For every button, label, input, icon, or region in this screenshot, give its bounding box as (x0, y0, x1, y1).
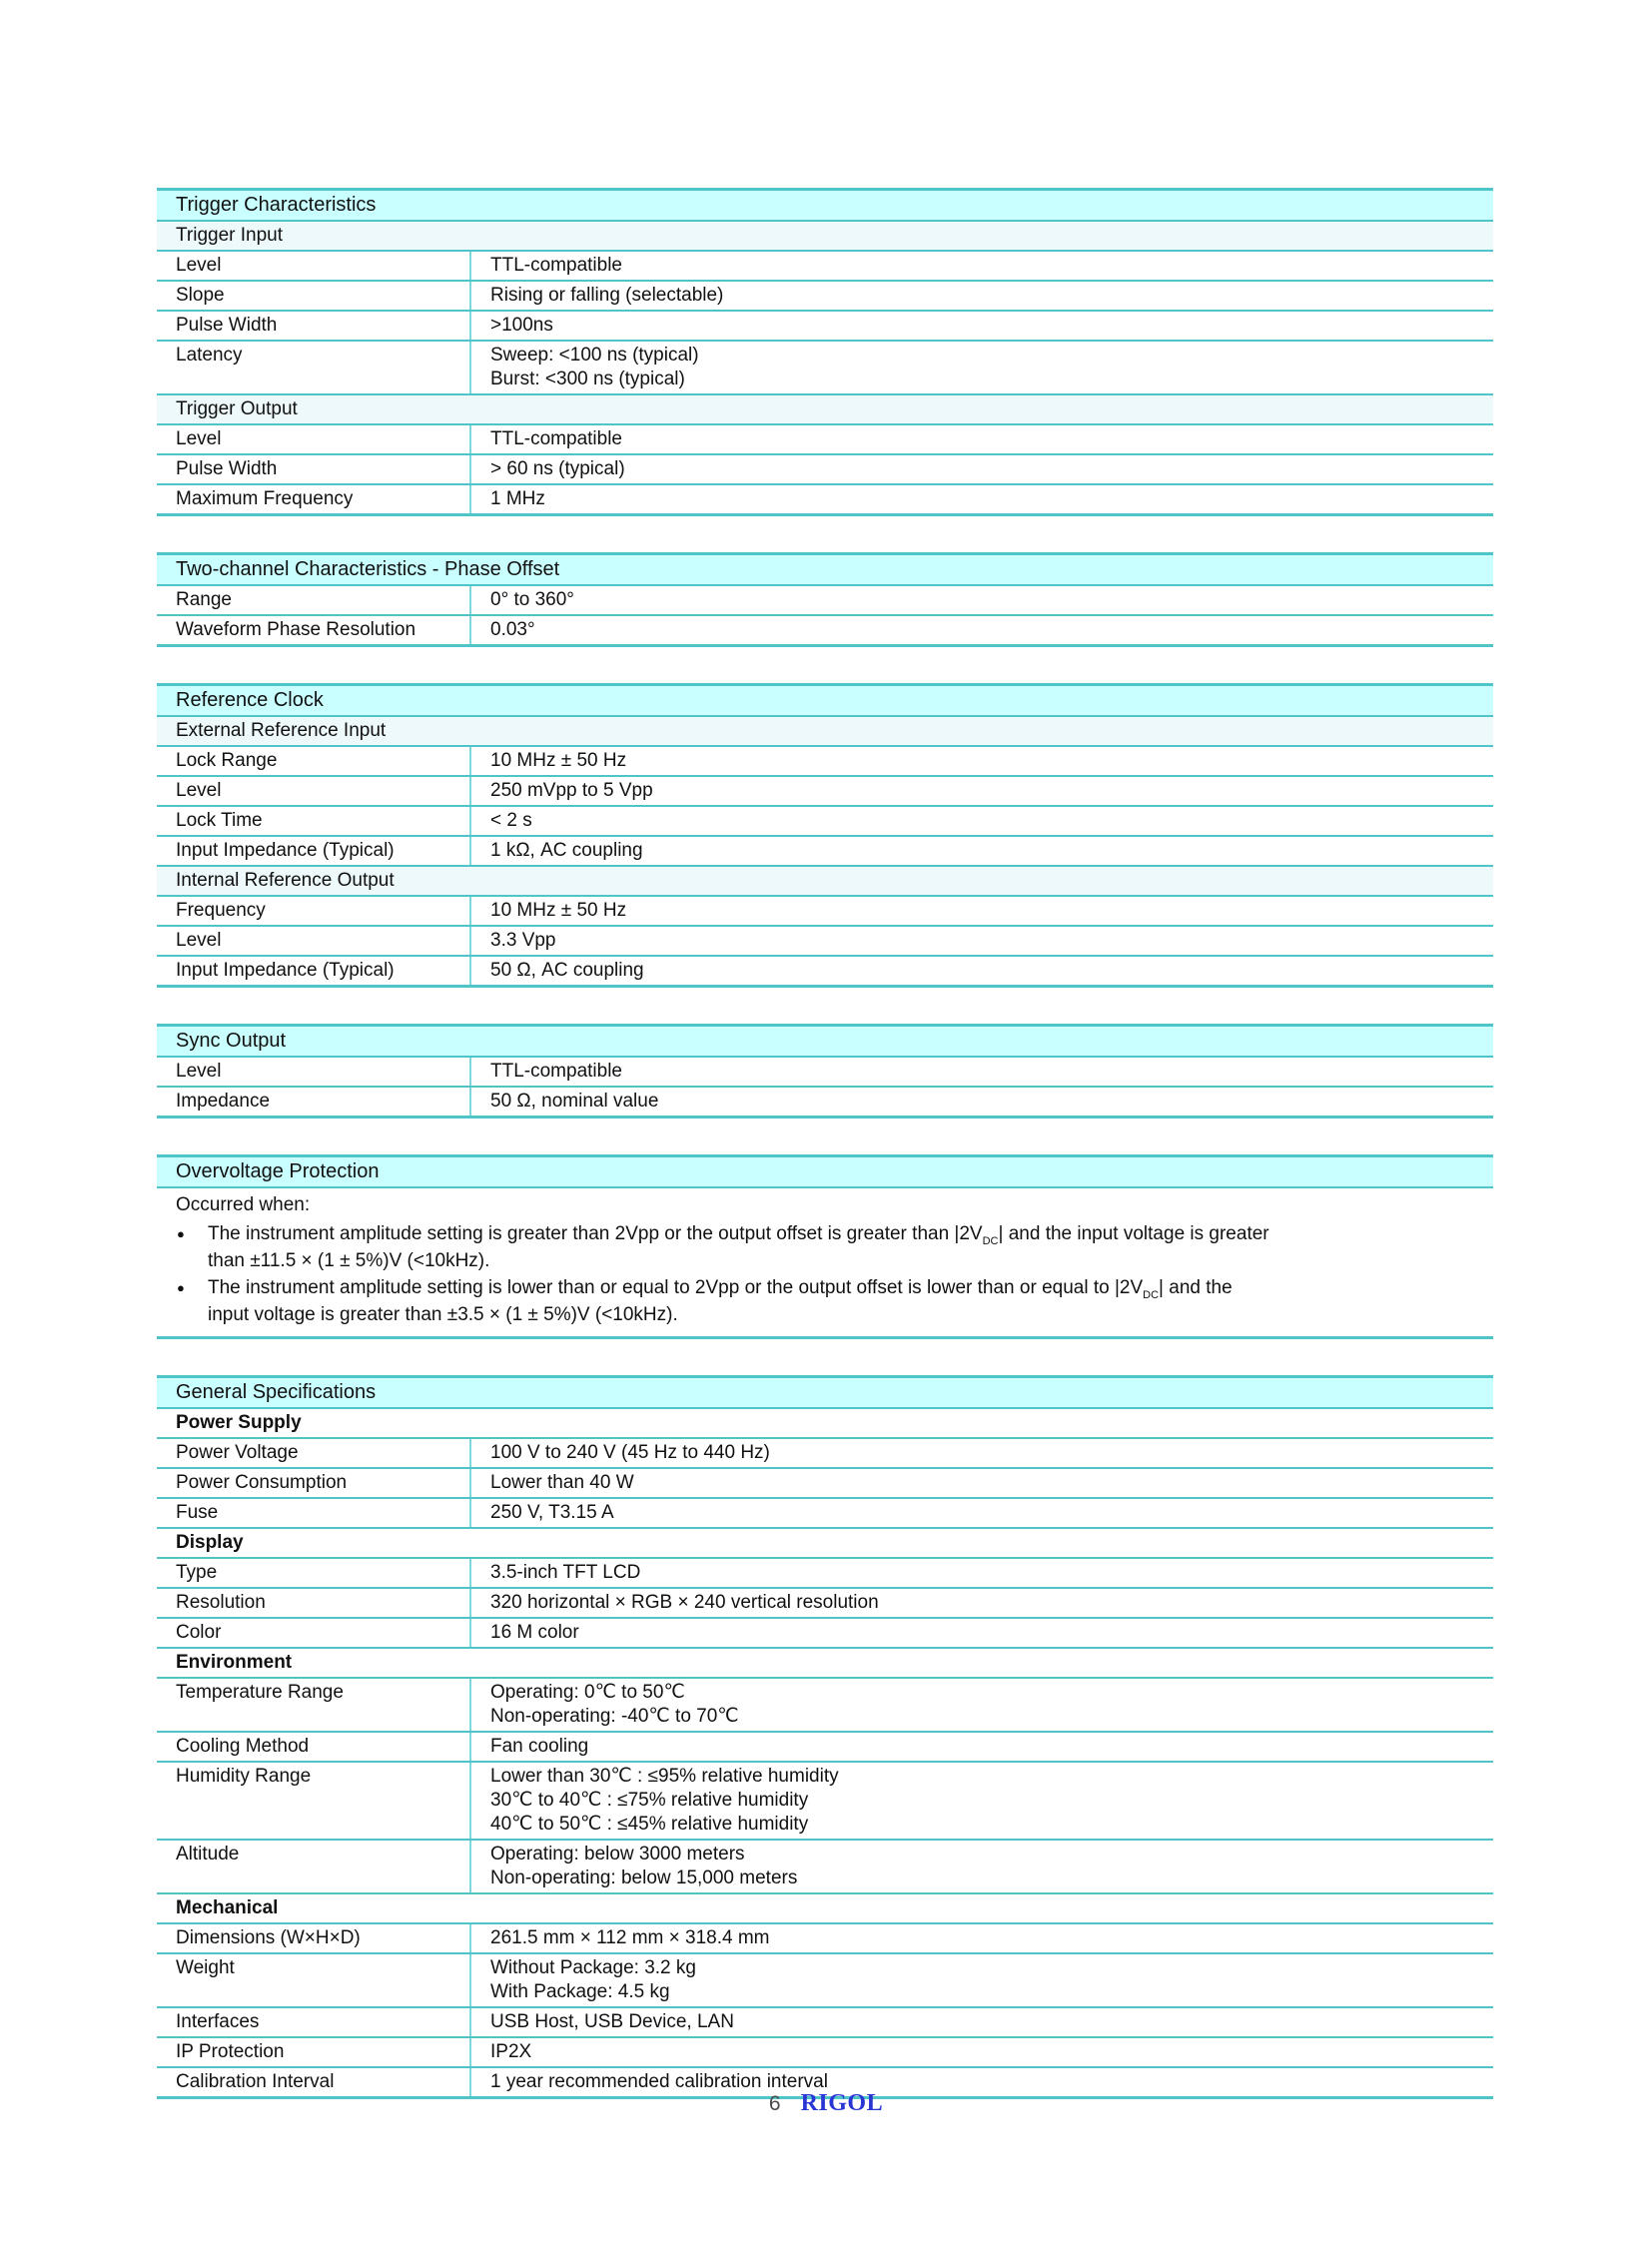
spec-value (469, 312, 1493, 340)
spec-label: Lock Range (176, 750, 278, 771)
spec-value-line: Non-operating: -40℃ to 70℃ (490, 1706, 739, 1727)
spec-label: Color (176, 1622, 222, 1643)
spec-value (469, 616, 1493, 644)
spec-value (469, 927, 1493, 955)
spec-label: Level (176, 930, 222, 951)
section-title: Two-channel Characteristics - Phase Offset (157, 555, 1493, 586)
spec-value (469, 2008, 1493, 2036)
spec-value (469, 807, 1493, 835)
subscript-dc: DC (982, 1234, 999, 1247)
table-row (157, 586, 1493, 616)
spec-value-line: 320 horizontal × RGB × 240 vertical resolution (490, 1592, 879, 1613)
table-row (157, 342, 1493, 395)
spec-value-line: 10 MHz ± 50 Hz (490, 750, 627, 771)
table-row (157, 807, 1493, 837)
table-row (157, 897, 1493, 927)
bullet-text (208, 1274, 1493, 1328)
spec-value-line: 3.3 Vpp (490, 930, 556, 951)
spec-value (469, 455, 1493, 483)
table-row (157, 312, 1493, 342)
section-title: Trigger Characteristics (157, 191, 1493, 222)
spec-value-line: 250 V, T3.15 A (490, 1502, 614, 1523)
spec-value-line: 50 Ω, AC coupling (490, 960, 644, 981)
bullet-icon: ● (177, 1226, 185, 1241)
spec-value (469, 2038, 1493, 2066)
spec-label: Pulse Width (176, 458, 278, 479)
spec-label: Temperature Range (176, 1682, 344, 1703)
bullet-line-post: | and the (1159, 1277, 1233, 1298)
table-row (157, 777, 1493, 807)
table-subsection-row: Mechanical (157, 1894, 1493, 1924)
spec-value (469, 1499, 1493, 1527)
table-row (157, 1763, 1493, 1841)
table-row (157, 1619, 1493, 1649)
table-row (157, 2008, 1493, 2038)
spec-value-line: 0.03° (490, 619, 535, 640)
table-row (157, 425, 1493, 455)
spec-value-line: TTL-compatible (490, 1061, 622, 1082)
table-row (157, 2038, 1493, 2068)
spec-label: Calibration Interval (176, 2071, 335, 2092)
bullet-item (157, 1220, 1493, 1274)
spec-value-line: With Package: 4.5 kg (490, 1981, 670, 2002)
spec-value-line: 1 MHz (490, 488, 545, 509)
spec-value-line: Operating: below 3000 meters (490, 1844, 745, 1865)
spec-value (469, 747, 1493, 775)
spec-value (469, 1088, 1493, 1116)
table-row (157, 1589, 1493, 1619)
table-row (157, 957, 1493, 987)
spec-value (469, 1841, 1493, 1892)
table-row (157, 252, 1493, 282)
spec-label: Level (176, 1061, 222, 1082)
table-row (157, 747, 1493, 777)
table-row (157, 1841, 1493, 1894)
spec-value-line: 250 mVpp to 5 Vpp (490, 780, 653, 801)
spec-value-line: Lower than 30℃ : ≤95% relative humidity (490, 1766, 839, 1787)
spec-value-line: 100 V to 240 V (45 Hz to 440 Hz) (490, 1442, 770, 1463)
spec-value-line: Sweep: <100 ns (typical) (490, 345, 699, 366)
spec-label: Latency (176, 345, 243, 366)
table-subsection-row: Internal Reference Output (157, 867, 1493, 897)
spec-value-line: 30℃ to 40℃ : ≤75% relative humidity (490, 1790, 809, 1811)
spec-section (157, 683, 1493, 988)
bullet-line-1 (208, 1220, 1493, 1247)
spec-value-line: USB Host, USB Device, LAN (490, 2011, 734, 2032)
table-subsection-row: Trigger Input (157, 222, 1493, 252)
spec-section (157, 1154, 1493, 1339)
bullet-item (157, 1274, 1493, 1328)
table-row (157, 1733, 1493, 1763)
table-row (157, 616, 1493, 646)
spec-value (469, 252, 1493, 280)
subscript-dc: DC (1143, 1288, 1160, 1301)
spec-value-line: TTL-compatible (490, 255, 622, 276)
section-title: Overvoltage Protection (157, 1157, 1493, 1188)
spec-label: Fuse (176, 1502, 219, 1523)
spec-value (469, 777, 1493, 805)
table-row (157, 1088, 1493, 1118)
bullet-text (208, 1220, 1493, 1274)
table-subsection-row: Environment (157, 1649, 1493, 1679)
table-row (157, 927, 1493, 957)
overvoltage-intro: Occurred when: (176, 1194, 311, 1215)
section-title: Sync Output (157, 1027, 1493, 1058)
spec-value (469, 586, 1493, 614)
spec-value (469, 1589, 1493, 1617)
bullet-icon: ● (177, 1280, 185, 1295)
spec-value-line: Non-operating: below 15,000 meters (490, 1868, 798, 1888)
spec-value (469, 1954, 1493, 2006)
page-number: 6 (768, 2092, 781, 2115)
spec-value-line: TTL-compatible (490, 428, 622, 449)
spec-value-line: >100ns (490, 315, 553, 336)
table-row (157, 837, 1493, 867)
spec-value (469, 1439, 1493, 1467)
spec-label: Resolution (176, 1592, 266, 1613)
spec-section (157, 188, 1493, 516)
table-subsection-row: External Reference Input (157, 717, 1493, 747)
spec-value-line: Lower than 40 W (490, 1472, 634, 1493)
spec-label: Pulse Width (176, 315, 278, 336)
spec-section (157, 1024, 1493, 1119)
section-title: Reference Clock (157, 686, 1493, 717)
table-row (157, 1469, 1493, 1499)
spec-label: Cooling Method (176, 1736, 310, 1757)
table-subsection-row: Trigger Output (157, 395, 1493, 425)
spec-label: Frequency (176, 900, 266, 921)
spec-value (469, 1619, 1493, 1647)
spec-section (157, 1375, 1493, 2099)
spec-label: Interfaces (176, 2011, 260, 2032)
spec-value-line: 261.5 mm × 112 mm × 318.4 mm (490, 1927, 770, 1948)
spec-label: Level (176, 255, 222, 276)
spec-value-line: 16 M color (490, 1622, 579, 1643)
section-title: General Specifications (157, 1378, 1493, 1409)
spec-value-line: < 2 s (490, 810, 532, 831)
spec-label: Weight (176, 1957, 235, 1978)
spec-value-line: > 60 ns (typical) (490, 458, 625, 479)
spec-value-line: Operating: 0℃ to 50℃ (490, 1682, 685, 1703)
spec-value (469, 897, 1493, 925)
spec-value-line: Fan cooling (490, 1736, 589, 1757)
spec-value (469, 1733, 1493, 1761)
spec-value (469, 342, 1493, 393)
spec-value (469, 1679, 1493, 1731)
bullet-line-post: | and the input voltage is greater (998, 1223, 1269, 1244)
spec-label: Level (176, 780, 222, 801)
bullet-line-2: than ±11.5 × (1 ± 5%)V (<10kHz). (208, 1250, 490, 1271)
spec-value (469, 485, 1493, 513)
spec-label: Waveform Phase Resolution (176, 619, 416, 640)
spec-value-line: IP2X (490, 2041, 532, 2062)
spec-value-line: 10 MHz ± 50 Hz (490, 900, 627, 921)
table-row (157, 1439, 1493, 1469)
spec-value-line: 3.5-inch TFT LCD (490, 1562, 641, 1583)
spec-label: Humidity Range (176, 1766, 312, 1787)
page-footer (0, 2090, 1652, 2117)
spec-label: Range (176, 589, 232, 610)
spec-value (469, 1763, 1493, 1839)
bullet-line-1 (208, 1274, 1493, 1301)
spec-value (469, 837, 1493, 865)
spec-value-line: 1 year recommended calibration interval (490, 2071, 828, 2092)
spec-label: Level (176, 428, 222, 449)
spec-value (469, 282, 1493, 310)
spec-label: Type (176, 1562, 218, 1583)
table-row (157, 455, 1493, 485)
table-row (157, 1679, 1493, 1733)
spec-value (469, 1469, 1493, 1497)
table-subsection-row: Display (157, 1529, 1493, 1559)
overvoltage-body (157, 1188, 1493, 1338)
spec-label: IP Protection (176, 2041, 285, 2062)
spec-label: Input Impedance (Typical) (176, 840, 395, 861)
bullet-line-pre: The instrument amplitude setting is lower than or equal to 2Vpp or the output offset is lower than or equal to |2V (208, 1277, 1144, 1298)
spec-value-line: Burst: <300 ns (typical) (490, 369, 685, 389)
spec-value-line: Without Package: 3.2 kg (490, 1957, 696, 1978)
spec-value-line: Rising or falling (selectable) (490, 285, 724, 306)
spec-value (469, 957, 1493, 985)
table-row (157, 1058, 1493, 1088)
spec-value-line: 40℃ to 50℃ : ≤45% relative humidity (490, 1814, 809, 1835)
spec-value (469, 1559, 1493, 1587)
spec-value-line: 1 kΩ, AC coupling (490, 840, 643, 861)
spec-value-line: 0° to 360° (490, 589, 574, 610)
spec-label: Input Impedance (Typical) (176, 960, 395, 981)
table-row (157, 485, 1493, 515)
rigol-logo: RIGOL (800, 2090, 884, 2116)
spec-value (469, 1058, 1493, 1086)
spec-value-line: 50 Ω, nominal value (490, 1091, 659, 1112)
spec-sections (157, 188, 1493, 2135)
spec-label: Impedance (176, 1091, 271, 1112)
table-row (157, 1924, 1493, 1954)
spec-label: Power Consumption (176, 1472, 348, 1493)
table-subsection-row: Power Supply (157, 1409, 1493, 1439)
spec-label: Maximum Frequency (176, 488, 354, 509)
table-row (157, 1499, 1493, 1529)
spec-label: Dimensions (W×H×D) (176, 1927, 361, 1948)
table-row (157, 1559, 1493, 1589)
spec-value (469, 1924, 1493, 1952)
table-row (157, 1954, 1493, 2008)
table-row (157, 282, 1493, 312)
bullet-line-2: input voltage is greater than ±3.5 × (1 ± 5%)V (<10kHz). (208, 1304, 678, 1325)
spec-label: Slope (176, 285, 225, 306)
spec-label: Altitude (176, 1844, 240, 1865)
spec-section (157, 552, 1493, 647)
spec-label: Lock Time (176, 810, 263, 831)
bullet-line-pre: The instrument amplitude setting is greater than 2Vpp or the output offset is greater than |2V (208, 1223, 983, 1244)
spec-value (469, 425, 1493, 453)
spec-label: Power Voltage (176, 1442, 299, 1463)
